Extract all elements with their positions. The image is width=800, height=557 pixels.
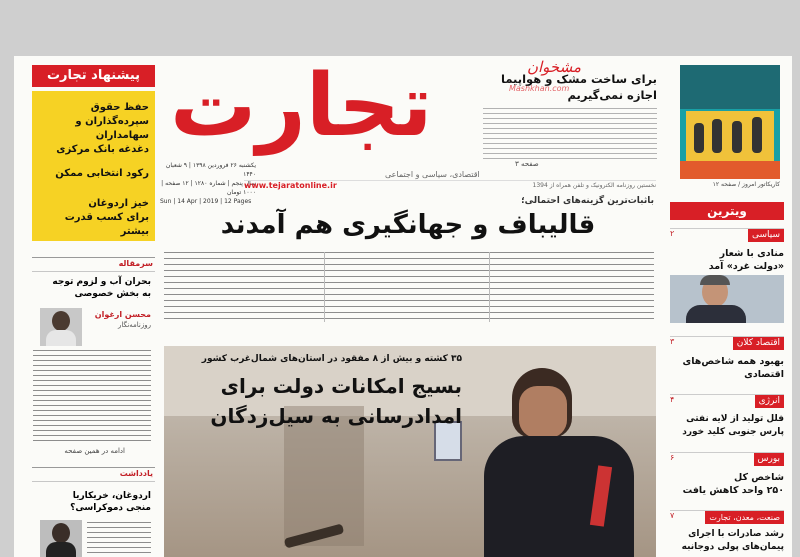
suggestion-item: برای کسب قدرت بیشتر	[64, 212, 149, 237]
photo-kicker: ۳۵ کشته و بیش از ۸ مفقود در استان‌های شمال‌غرب کشور	[201, 354, 462, 364]
main-kicker: باثبات‌ترین گزینه‌های احتمالی؛	[521, 196, 654, 206]
showcase-section-macro	[670, 336, 784, 388]
masthead-title: تجارت	[170, 56, 433, 156]
cartoon-caption: کاریکاتور امروز / صفحه ۱۲	[712, 181, 780, 188]
showcase-section-politics	[670, 228, 784, 324]
tagline: نخستین روزنامه الکترونیک و تلفن همراه از 1394	[532, 182, 656, 189]
section-label: صنعت، معدن، تجارت	[705, 511, 784, 524]
right-sidebar	[670, 202, 784, 557]
section-page: ۲	[670, 229, 675, 238]
section-label: بورس	[754, 453, 785, 466]
masthead-subtitle: اقتصادی، سیاسی و اجتماعی	[385, 170, 480, 179]
author-photo	[40, 308, 82, 346]
photo-headline-2: امدادرسانی به سیل‌زدگان	[210, 404, 462, 428]
section-label: انرژی	[755, 395, 784, 408]
section-page: ۳	[670, 337, 675, 346]
editorial-body	[33, 350, 151, 442]
suggestion-item: سپرده‌گذاران و سهامداران	[75, 116, 149, 141]
suggestion-item: رکود انتخابی ممکن	[55, 168, 149, 179]
editorial-label: سرمقاله	[118, 259, 153, 268]
top-story-line2: اجازه نمی‌گیریم	[567, 88, 657, 102]
top-story-line1: برای ساخت مشک و هواپیما	[501, 72, 657, 86]
date-strip	[160, 161, 256, 205]
editorial-title: بحران آب و لزوم توجه به بخش خصوصی	[52, 277, 151, 299]
section-headline: رشد صادرات با اجرای پیمان‌های پولی دوجانبه	[681, 529, 784, 552]
website: www.tejaratonline.ir	[244, 181, 337, 190]
section-headline: بهبود همه شاخص‌های اقتصادی	[682, 356, 784, 380]
note-label: یادداشت	[119, 469, 153, 478]
section-page: ۷	[670, 511, 675, 520]
note-section	[32, 467, 155, 557]
masthead	[160, 56, 480, 205]
showcase-heading: ویترین	[670, 202, 784, 220]
showcase-section-energy	[670, 394, 784, 444]
section-headline: فلل تولید از لایه نفتی پارس جنوبی کلید خورد	[682, 414, 784, 437]
editorial-more: ادامه در همین صفحه	[64, 447, 125, 455]
main-headline: قالیباف و جهانگیری هم آمدند	[220, 210, 596, 240]
main-body	[164, 252, 654, 322]
left-sidebar	[32, 65, 155, 557]
photo-headline-1: بسیج امکانات دولت برای	[220, 374, 462, 398]
politician-photo	[670, 275, 784, 323]
author-role: روزنامه‌نگار	[117, 321, 151, 329]
note-title: اردوغان، خریکاریا منجی دموکراسی؟	[70, 491, 151, 513]
top-story-body	[483, 108, 657, 160]
author-name: محسن ارغوان	[94, 310, 151, 319]
top-story	[481, 58, 657, 174]
section-label: اقتصاد کلان	[733, 337, 784, 350]
section-headline: شاخص کل ۲۵۰ واحد کاهش یافت	[682, 472, 784, 496]
section-page: ۶	[670, 453, 675, 462]
suggestion-item: حفظ حقوق	[90, 102, 149, 113]
section-page: ۴	[670, 395, 675, 404]
date-en: Sun | 14 Apr | 2019 | 12 Pages	[160, 198, 252, 205]
showcase-section-industry	[670, 510, 784, 557]
suggestion-box	[32, 91, 155, 241]
suggestion-item: دغدغه بانک مرکزی	[56, 144, 149, 155]
section-label: سیاسی	[748, 229, 784, 242]
note-photo	[40, 520, 82, 557]
watermark: مشخوان	[527, 58, 582, 76]
suggestion-heading: پیشنهاد تجارت	[32, 65, 155, 87]
suggestion-item: خیز اردوغان	[88, 198, 149, 209]
top-story-page: صفحه ۳	[515, 160, 539, 168]
website-strip	[244, 180, 656, 192]
section-headline: منادی با شعار «دولت غرد» آمد	[708, 248, 784, 272]
main-photo	[164, 346, 656, 557]
watermark-url: Mashkhan.com	[509, 84, 570, 93]
newspaper-front-page	[14, 56, 792, 557]
date-fa: یکشنبه ۲۶ فروردین ۱۳۹۸ | ۹ شعبان ۱۴۴۰	[165, 162, 256, 178]
showcase-section-bourse	[670, 452, 784, 504]
note-body	[87, 522, 151, 556]
editorial-section	[32, 257, 155, 465]
cartoon	[680, 65, 780, 179]
issue-info: سال پنجم | شماره ۱۲۸۰ | ۱۲ صفحه | ۱۰۰۰ تومان	[161, 180, 256, 196]
